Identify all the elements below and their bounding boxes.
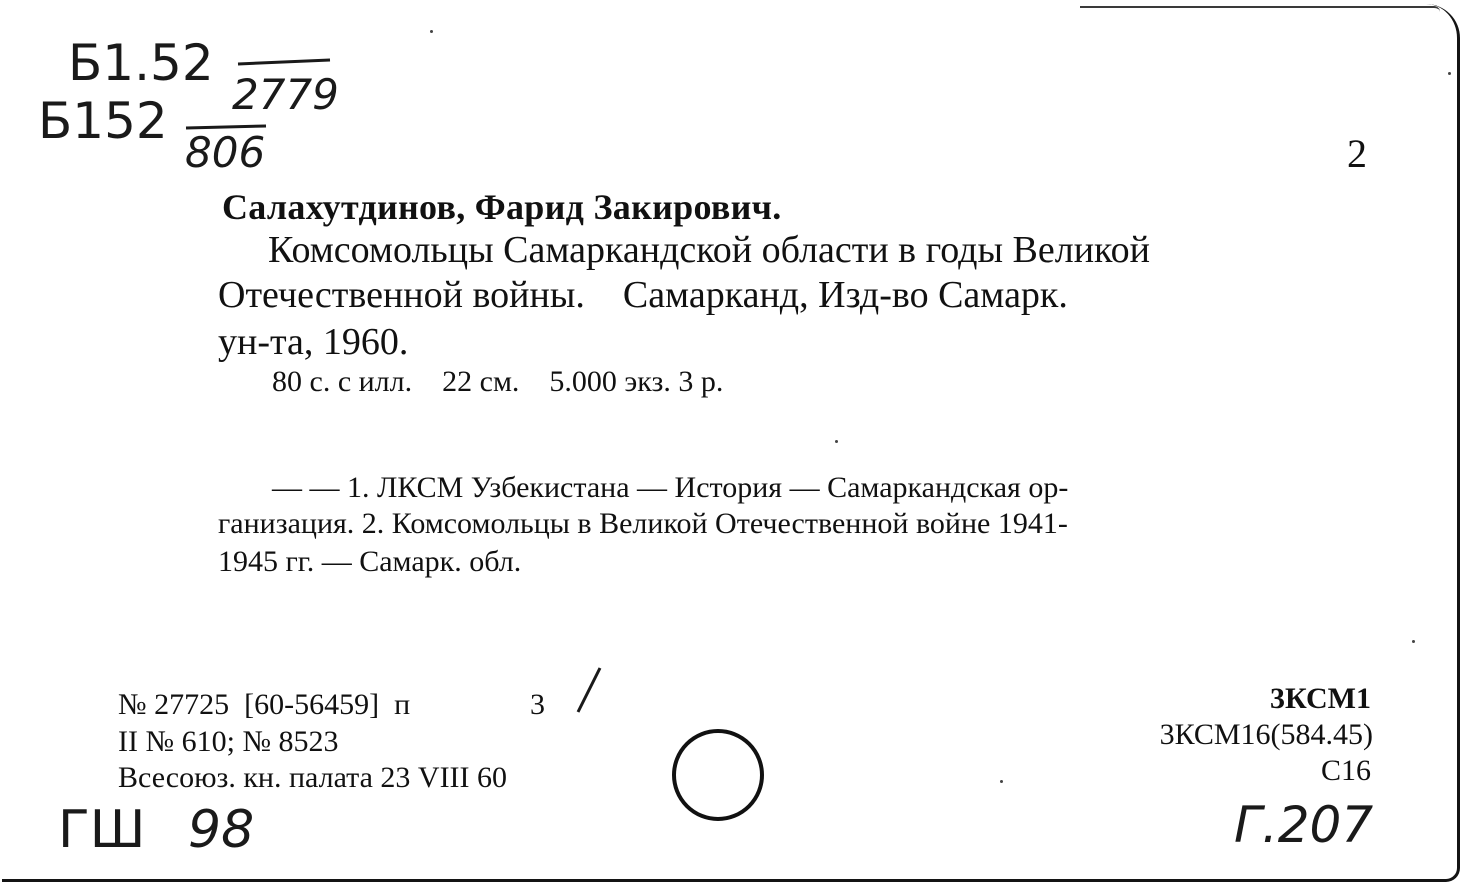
classification-line-1: 3КСМ1 [1270, 682, 1371, 715]
subject-line-3: 1945 гг. — Самарк. обл. [218, 545, 522, 578]
registration-count: 3 [530, 688, 545, 721]
stamp-circle [674, 731, 762, 819]
print-speck [1412, 640, 1415, 643]
collation-line: 80 с. с илл. 22 см. 5.000 экз. 3 р. [272, 365, 724, 398]
registration-slash-mark [578, 668, 600, 712]
subject-line-2: ганизация. 2. Комсомольцы в Великой Отечественной войне 1941- [218, 507, 1068, 540]
inventory-left-prefix: ГШ [58, 800, 146, 860]
card-page-number: 2 [1347, 131, 1367, 176]
title-line-2: Отечественной войны. Самарканд, Изд-во Самарк. [218, 274, 1068, 316]
registration-line-3: Всесоюз. кн. палата 23 VIII 60 [118, 761, 508, 794]
shelf-number-2: 806 [185, 128, 266, 177]
shelf-number-1: 2779 [232, 70, 339, 119]
title-line-1: Комсомольцы Самаркандской области в годы Великой [268, 229, 1150, 271]
print-speck [835, 440, 838, 443]
subject-line-1: — — 1. ЛКСМ Узбекистана — История — Самаркандская ор- [272, 471, 1069, 504]
print-speck [1448, 72, 1451, 75]
inventory-left-number: 98 [188, 800, 255, 860]
shelf-mark-1: Б1.52 [68, 34, 214, 92]
registration-line-1: № 27725 [60-56459] п [118, 688, 411, 721]
print-speck [430, 30, 433, 33]
title-line-3: ун-та, 1960. [218, 321, 409, 363]
shelf-mark-2: Б152 [38, 92, 168, 150]
registration-line-2: II № 610; № 8523 [118, 725, 339, 758]
shelf-mark-1-overline [238, 60, 330, 64]
print-speck [1000, 780, 1003, 783]
inventory-right: Г.207 [1234, 796, 1374, 854]
author-heading: Салахутдинов, Фарид Закирович. [222, 187, 782, 227]
classification-line-3: С16 [1320, 754, 1371, 787]
classification-line-2: 3КСМ16(584.45) [1159, 718, 1373, 751]
